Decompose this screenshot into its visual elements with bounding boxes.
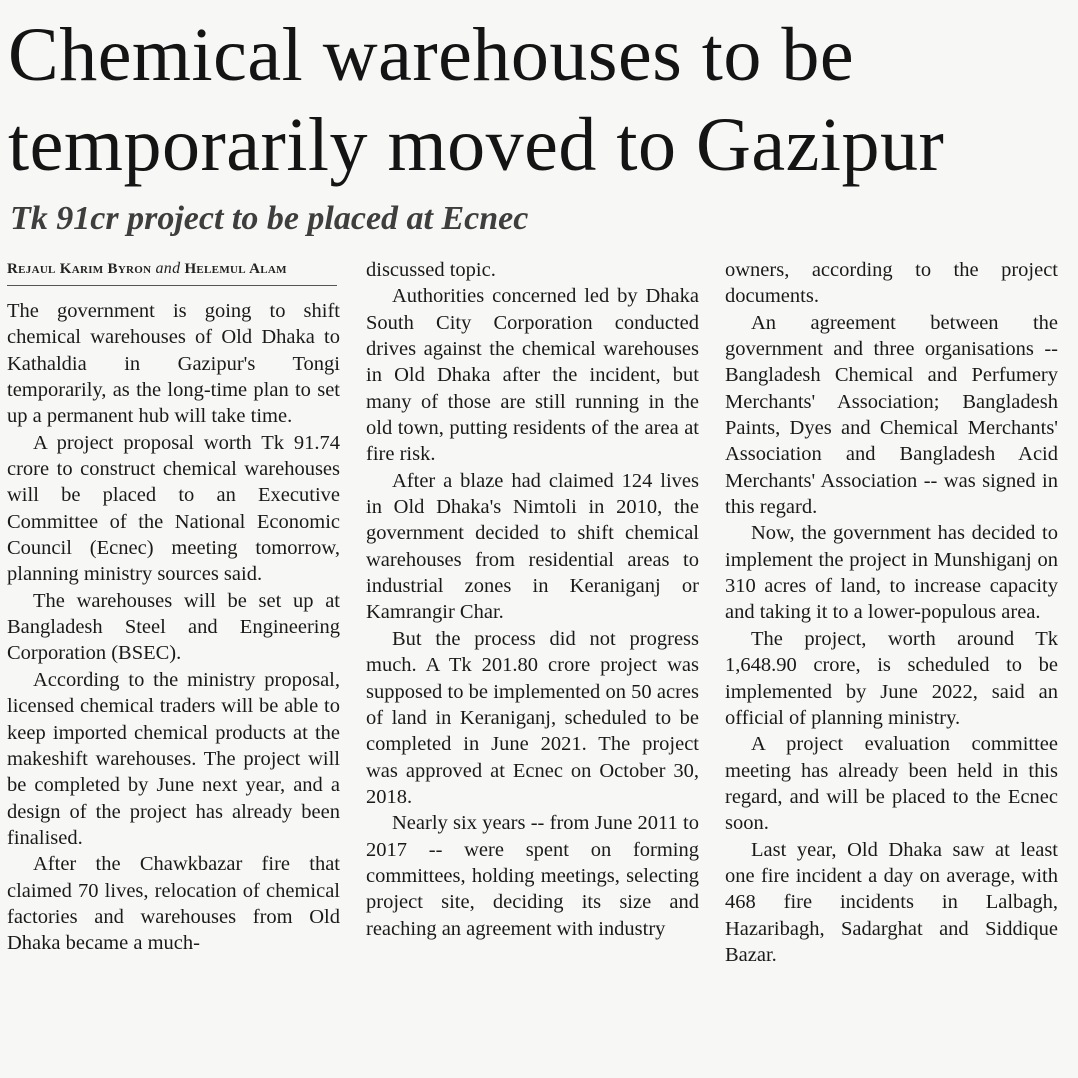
paragraph-lede: The government is going to shift chemical warehouses of Old Dhaka to Kathaldia in Gazipur's Tongi temporarily, as the long-time plan to set up a permanent hub will take time. (7, 300, 340, 428)
article-column-1 (7, 257, 340, 957)
paragraph: The warehouses will be set up at Bangladesh Steel and Engineering Corporation (BSEC). (7, 589, 340, 665)
paragraph: A project proposal worth Tk 91.74 crore to construct chemical warehouses will be placed to an Executive Committee of the National Economic Council (Ecnec) meeting tomorrow, planning ministry sources said. (7, 431, 340, 586)
paragraph: An agreement between the government and three organisations -- Bangladesh Chemical and Perfumery Merchants' Association; Bangladesh Paints, Dyes and Chemical Merchants' Association and Bangladesh Acid Merchants' Association -- was signed in this regard. (725, 311, 1058, 519)
byline (7, 261, 340, 277)
byline-author-1: Rejaul Karim Byron (7, 261, 152, 277)
deck-subheadline: Tk 91cr project to be placed at Ecnec (10, 200, 529, 237)
article-column-3 (725, 257, 1058, 968)
headline: Chemical warehouses to be temporarily moved to Gazipur (8, 13, 945, 187)
byline-conjunction: and (155, 260, 181, 277)
paragraph: After the Chawkbazar fire that claimed 70 lives, relocation of chemical factories and warehouses from Old Dhaka became a much- (7, 853, 340, 955)
paragraph: Last year, Old Dhaka saw at least one fire incident a day on average, with 468 fire incidents in Lalbagh, Hazaribagh, Sadarghat and Siddique Bazar. (725, 838, 1058, 966)
paragraph-continued: discussed topic. (366, 259, 496, 281)
paragraph: The project, worth around Tk 1,648.90 crore, is scheduled to be implemented by June 2022, said an official of planning ministry. (725, 627, 1058, 729)
paragraph: According to the ministry proposal, licensed chemical traders will be able to keep imported chemical products at the makeshift warehouses. The project will be completed by June next year, and a design of the project has already been finalised. (7, 668, 340, 849)
paragraph: A project evaluation committee meeting has already been held in this regard, and will be placed to the Ecnec soon. (725, 733, 1058, 835)
byline-author-2: Helemul Alam (184, 261, 287, 277)
paragraph: Authorities concerned led by Dhaka South City Corporation conducted drives against the chemical warehouses in Old Dhaka after the incident, but many of those are still running in the old town, putting residents of the area at fire risk. (366, 285, 699, 466)
paragraph-continued: owners, according to the project documents. (725, 259, 1058, 308)
paragraph: But the process did not progress much. A Tk 201.80 crore project was supposed to be implemented on 50 acres of land in Keraniganj, scheduled to be completed in June 2021. The project was approved at Ecnec on October 30, 2018. (366, 627, 699, 808)
paragraph: Now, the government has decided to implement the project in Munshiganj on 310 acres of land, to increase capacity and taking it to a lower-populous area. (725, 522, 1058, 624)
byline-rule (7, 285, 337, 286)
paragraph: Nearly six years -- from June 2011 to 2017 -- were spent on forming committees, holding meetings, selecting project site, deciding its size and reaching an agreement with industry (366, 812, 699, 940)
paragraph: After a blaze had claimed 124 lives in Old Dhaka's Nimtoli in 2010, the government decided to shift chemical warehouses from residential areas to industrial zones in Keraniganj or Kamrangir Char. (366, 469, 699, 624)
article-column-2 (366, 257, 699, 942)
